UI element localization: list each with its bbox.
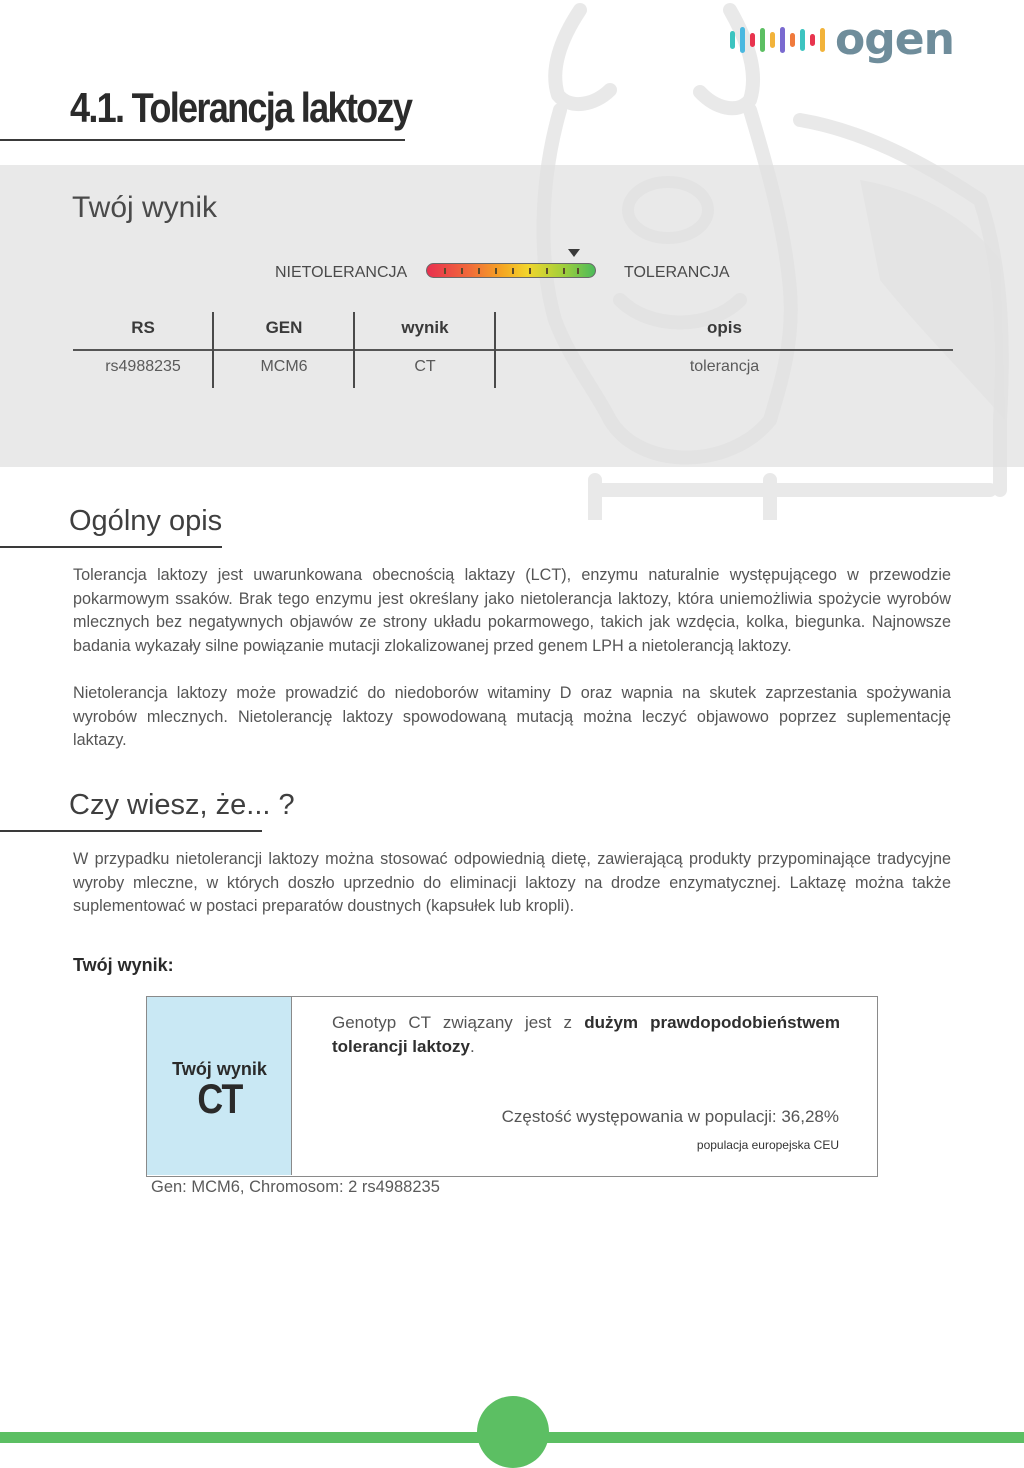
table-cell-rs: rs4988235 [105, 358, 181, 375]
page-title: 4.1. Tolerancja laktozy [70, 84, 412, 131]
result-description-normal: Genotyp CT związany jest z [332, 1013, 585, 1032]
did-you-know-heading: Czy wiesz, że... ? [69, 789, 295, 821]
table-column-divider [212, 312, 214, 388]
your-result-label: Twój wynik: [73, 955, 174, 975]
table-header-rs: RS [131, 318, 155, 337]
result-description [332, 1011, 840, 1059]
did-you-know-paragraph: W przypadku nietolerancji laktozy można stosować odpowiednią dietę, zawierającą produkty przypominające tradycyjne wyroby mleczne, w których doszło uprzednio do eliminacji laktozy na drodze enzymatycznej. Laktazę można także suplementować w postaci preparatów doustnych (kapsułek lub kropli). [73, 850, 951, 915]
scale-left-label: NIETOLERANCJA [275, 264, 408, 281]
table-header-wynik: wynik [401, 318, 449, 337]
gene-chromosome-info: Gen: MCM6, Chromosom: 2 rs4988235 [151, 1178, 440, 1196]
table-header-opis: opis [707, 318, 742, 337]
did-you-know-underline [0, 830, 262, 832]
result-side-title: Twój wynik [172, 1059, 267, 1079]
table-header-gen: GEN [265, 318, 303, 337]
ogen-logo [730, 16, 954, 64]
table-header-divider [73, 349, 953, 351]
population-frequency: Częstość występowania w populacji: 36,28% [501, 1107, 839, 1126]
scale-marker-icon [568, 249, 580, 257]
population-note: populacja europejska CEU [696, 1138, 839, 1152]
table-cell-wynik: CT [414, 358, 436, 375]
result-side-panel [147, 997, 292, 1175]
general-heading: Ogólny opis [69, 505, 223, 537]
general-paragraph-1: Tolerancja laktozy jest uwarunkowana obecnością laktazy (LCT), enzymu naturalnie występującego w przewodzie pokarmowym ssaków. Brak tego enzymu jest określany jako nietolerancja laktozy, która uniemożliwia spożycie wyrobów mlecznych bez negatywnych objawów ze strony układu pokarmowego, takich jak wzdęcia, kolka, biegunka. Najnowsze badania wykazały silne powiązanie mutacji zlokalizowanej przed genem LPH a nietolerancją laktozy. [73, 566, 951, 655]
scale-right-label: TOLERANCJA [624, 264, 730, 281]
logo-bars-icon [730, 27, 825, 53]
result-heading: Twój wynik [72, 191, 218, 224]
result-description-bold: dużym prawdopodobieństwem tolerancji laktozy [332, 1013, 841, 1056]
general-heading-underline [0, 546, 222, 548]
result-genotype: CT [197, 1075, 242, 1122]
footer-bar [0, 1432, 1024, 1443]
table-column-divider [353, 312, 355, 388]
tolerance-scale-bar [426, 263, 596, 278]
logo-wordmark: ogen [835, 14, 954, 65]
table-cell-opis: tolerancja [689, 358, 760, 375]
result-description-end: . [469, 1037, 475, 1056]
table-column-divider [494, 312, 496, 388]
title-underline [0, 139, 405, 141]
table-cell-gen: MCM6 [260, 358, 308, 375]
result-box [146, 996, 878, 1177]
general-paragraph-2: Nietolerancja laktozy może prowadzić do niedoborów witaminy D oraz wapnia na skutek zaprzestania spożywania wyrobów mlecznych. Nietolerancję laktozy spowodowaną mutacją można leczyć objawowo poprzez suplementację laktazy. [73, 684, 951, 749]
